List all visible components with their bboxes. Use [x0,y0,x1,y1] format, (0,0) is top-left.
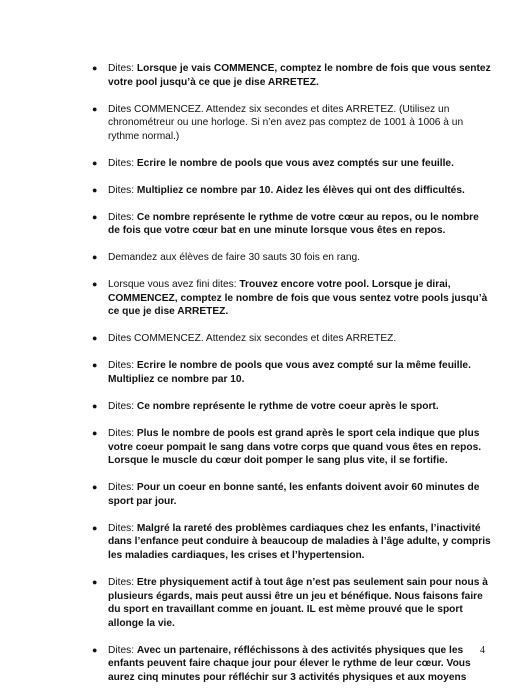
instruction-text: Multipliez ce nombre par 10. Aidez les élèves qui ont des difficultés. [136,184,465,196]
page-number: 4 [480,645,485,656]
bullet-icon: ● [92,644,98,655]
lead-text: Dites: [108,63,137,74]
list-item [92,62,492,89]
lead-text: Dites: [108,157,137,169]
lead-text: Dites: [108,482,137,494]
list-item [92,278,492,319]
instruction-text: Malgré la rareté des problèmes cardiaques chez les enfants, l’inactivité dans l’enfance peut conduire à beaucoup de maladies à l’âge adulte, y compris les maladies cardiaques, les crises et l’hypertension. [108,522,491,561]
lead-text: Dites COMMENCEZ. Attendez six secondes et dites ARRETEZ. (Utilisez un chronométreur ou une horloge. Si n’en avez pas comptez de 1001 à 1006 à un rythme normal.) [108,103,464,142]
lead-text: Dites: [108,428,137,439]
bullet-icon: ● [92,482,98,493]
lead-text: Dites COMMENCEZ. Attendez six secondes et dites ARRETEZ. [108,333,397,345]
lead-text: Dites: [108,184,137,196]
instruction-text: Ce nombre représente le rythme de votre coeur après le sport. [136,401,439,413]
bullet-icon: ● [92,63,98,73]
lead-text: Demandez aux élèves de faire 30 sauts 30 fois en rang. [108,252,361,264]
list-item [92,103,492,144]
bullet-icon: ● [92,360,98,371]
instruction-text: Ecrire le nombre de pools que vous avez compté sur la même feuille. Multipliez ce nombre par 10. [108,360,471,386]
list-item [92,157,492,171]
bullet-icon: ● [92,522,98,533]
list-item [92,400,492,414]
lead-text: Lorsque vous avez fini dites: [108,279,240,291]
instruction-text: Etre physiquement actif à tout âge n’est pas seulement sain pour nous à plusieurs égards, mais peut aussi être un jeu et bénéfique. Nous faisons faire du sport en travaillant comme en jouant. IL est mème prouvé que le sport allonge la vie. [108,576,488,629]
lead-text: Dites: [108,644,137,656]
lead-text: Dites: [108,211,137,223]
bullet-icon: ● [92,184,98,195]
instruction-text: Ce nombre représente le rythme de votre cœur au repos, ou le nombre de fois que votre cœur bat en une minute lorsque vous êtes en repos. [108,211,479,237]
list-item [92,251,492,265]
bullet-icon: ● [92,103,98,114]
list-item [92,211,492,238]
lead-text: Dites: [108,360,137,372]
instruction-text: Ecrire le nombre de pools que vous avez comptés sur une feuille. [136,157,454,169]
bullet-icon: ● [92,333,98,344]
bullet-icon: ● [92,252,98,263]
instruction-text: Trouvez encore votre pool. Lorsque je dirai, COMMENCEZ, comptez le nombre de fois que vous sentez votre pools jusqu’à ce que je dise ARRETEZ. [108,279,488,318]
lead-text: Dites: [108,576,137,588]
list-item [92,481,492,508]
list-item [92,184,492,198]
bullet-icon: ● [92,401,98,412]
lead-text: Dites: [108,522,137,534]
bullet-icon: ● [92,157,98,168]
list-item [92,332,492,346]
instruction-text: Lorsque je vais COMMENCE, comptez le nombre de fois que vous sentez votre pool jusqu’à ce que je dise ARRETEZ. [108,63,491,88]
bullet-icon: ● [92,576,98,587]
bullet-list [92,62,492,698]
list-item [92,522,492,563]
bullet-icon: ● [92,428,98,438]
instruction-text: Plus le nombre de pools est grand après le sport cela indique que plus votre coeur pompait le sang dans votre corps que quand vous êtes en repos. Lorsque le muscle du cœur doit pomper le sang plus vite, il se fortifie. [108,428,482,467]
list-item [92,359,492,386]
bullet-icon: ● [92,279,98,290]
instruction-text: Pour un coeur en bonne santé, les enfants doivent avoir 60 minutes de sport par jour. [108,482,480,507]
list-item [92,644,492,685]
lead-text: Dites: [108,401,137,413]
list-item [92,576,492,630]
list-item [92,427,492,468]
instruction-text: Avec un partenaire, réfléchissons à des activités physiques que les enfants peuvent faire chaque jour pour élever le rythme de leur cœur. Vous aurez cinq minutes pour réfléchir sur 3 activités physiques et aux moyens [108,644,471,683]
bullet-icon: ● [92,211,98,222]
